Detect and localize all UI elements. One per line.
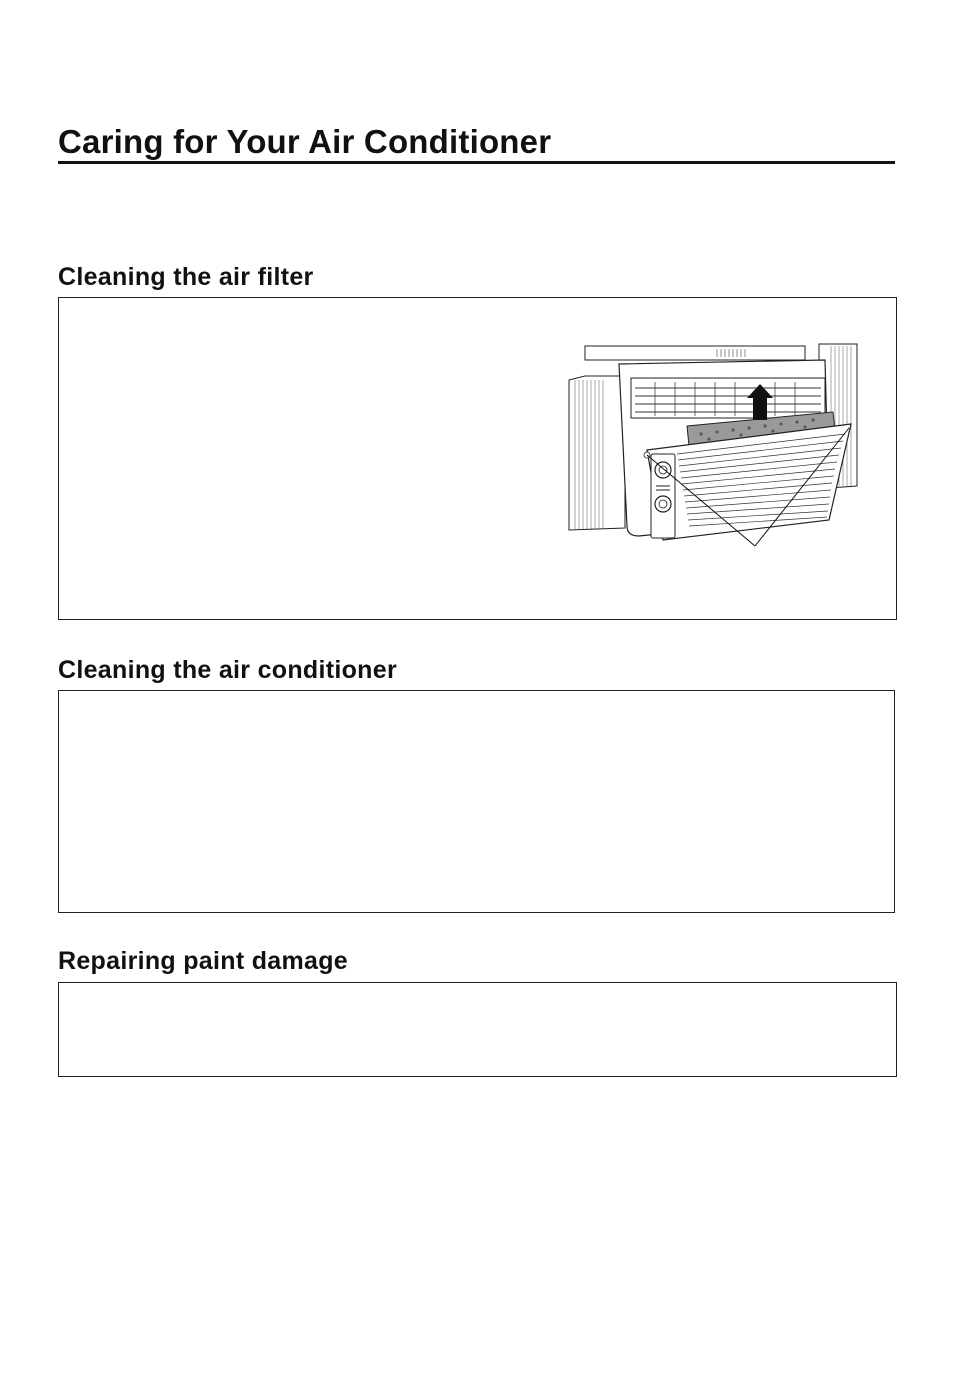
air-conditioner-filter-illustration [567,340,869,550]
page-title: Caring for Your Air Conditioner [58,123,552,160]
title-rule [58,161,895,164]
section-heading-air-filter: Cleaning the air filter [58,263,314,291]
air-conditioner-content-box [58,690,895,913]
section-heading-air-conditioner: Cleaning the air conditioner [58,656,397,684]
air-filter-content-box [58,297,897,620]
paint-damage-content-box [58,982,897,1077]
section-heading-paint-damage: Repairing paint damage [58,947,348,975]
